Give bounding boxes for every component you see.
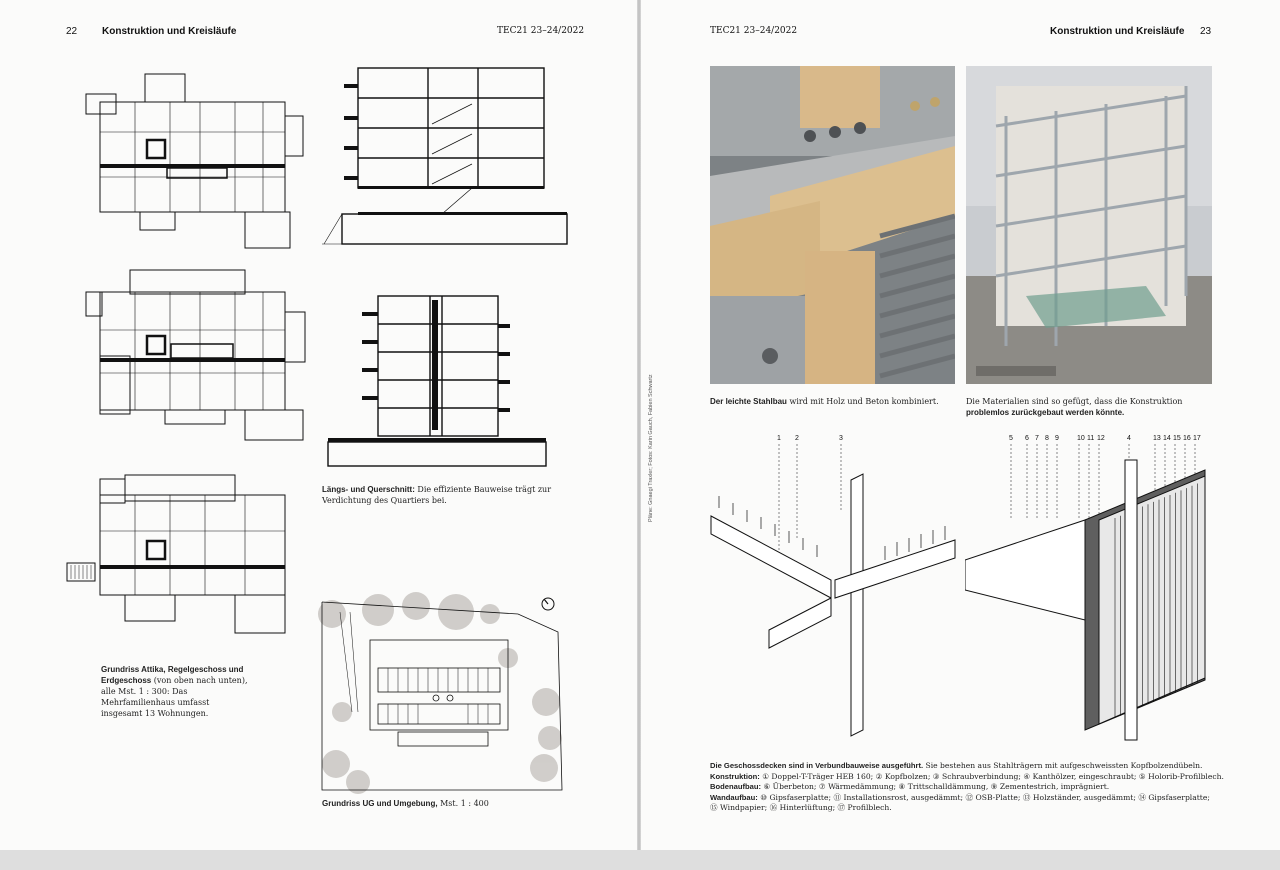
axonometric-wall-floor (965, 430, 1215, 750)
photo-steel-frame (966, 66, 1212, 384)
left-page (0, 0, 637, 850)
section-title-right: Konstruktion und Kreisläufe (1050, 26, 1185, 37)
floor-plan-regelgeschoss (85, 268, 310, 453)
detail-number-3: 3 (839, 435, 843, 442)
detail-number-16: 16 (1183, 435, 1191, 442)
photo-credit: Pläne: Gnaegi Traxler; Fotos: Karin Gauch, Fabien Schwartz (648, 374, 654, 522)
issue-right: TEC21 23–24/2022 (710, 26, 798, 36)
detail-number-5: 5 (1009, 435, 1013, 442)
detail-number-11: 11 (1087, 435, 1095, 442)
detail-number-17: 17 (1193, 435, 1201, 442)
caption-photo-2: Die Materialien sind so gefügt, dass die Konstruktion problemlos zurückgebaut werden könnte. (966, 397, 1183, 417)
site-plan (318, 592, 568, 800)
bottom-caption (710, 761, 1230, 814)
detail-number-14: 14 (1163, 435, 1171, 442)
caption-line-1: Die Geschossdecken sind in Verbundbauweise ausgeführt. Sie bestehen aus Stahlträgern mit aufgeschweissten Kopfbolzendübeln. (710, 761, 1203, 770)
axonometric-steel-connection (705, 430, 965, 750)
detail-number-9: 9 (1055, 435, 1059, 442)
caption-line-2: Konstruktion: ① Doppel-T-Träger HEB 160; ② Kopfbolzen; ③ Schraubverbindung; ④ Kanthölzer, eingeschraubt; ⑤ Holorib-Profilblech. (710, 771, 1224, 781)
detail-number-12: 12 (1097, 435, 1105, 442)
caption-line-3: Bodenaufbau: ⑥ Überbeton; ⑦ Wärmedämmung; ⑧ Trittschalldämmung, ⑨ Zementestrich, imprägniert. (710, 782, 1110, 791)
photo-steel-wood-joint (710, 66, 955, 384)
detail-number-7: 7 (1035, 435, 1039, 442)
caption-floor-plans: Grundriss Attika, Regelgeschoss und Erdgeschoss (von oben nach unten), alle Mst. 1 : 300: Das Mehrfamilienhaus umfasst insgesamt 13 Wohnungen. (101, 665, 248, 718)
longitudinal-section (322, 64, 570, 254)
page-number-left: 22 (66, 26, 78, 37)
cross-section (322, 288, 570, 476)
detail-number-15: 15 (1173, 435, 1181, 442)
caption-sections: Längs- und Querschnitt: Die effiziente Bauweise trägt zur Verdichtung des Quartiers bei. (322, 485, 552, 505)
caption-photo-1: Der leichte Stahlbau wird mit Holz und Beton kombiniert. (710, 397, 939, 406)
floor-plan-attika (85, 72, 305, 252)
caption-site-plan: Grundriss UG und Umgebung, Mst. 1 : 400 (322, 799, 489, 808)
viewer-bottom-bar (0, 850, 1280, 870)
page-number-right: 23 (1200, 26, 1212, 37)
detail-number-10: 10 (1077, 435, 1085, 442)
detail-number-8: 8 (1045, 435, 1049, 442)
caption-line-5: ⑮ Windpapier; ⑯ Hinterlüftung; ⑰ Profilblech. (710, 803, 892, 812)
detail-number-13: 13 (1153, 435, 1161, 442)
detail-number-4: 4 (1127, 435, 1131, 442)
north-arrow-icon (540, 596, 556, 612)
section-title-left: Konstruktion und Kreisläufe (102, 26, 237, 37)
detail-number-6: 6 (1025, 435, 1029, 442)
detail-number-2: 2 (795, 435, 799, 442)
floor-plan-erdgeschoss (65, 473, 305, 638)
detail-number-1: 1 (777, 435, 781, 442)
caption-line-4: Wandaufbau: ⑩ Gipsfaserplatte; ⑪ Installationsrost, ausgedämmt; ⑫ OSB-Platte; ⑬ Holzständer, ausgedämmt; ⑭ Gipsfaserplatte; (710, 792, 1210, 802)
issue-left: TEC21 23–24/2022 (497, 26, 585, 36)
